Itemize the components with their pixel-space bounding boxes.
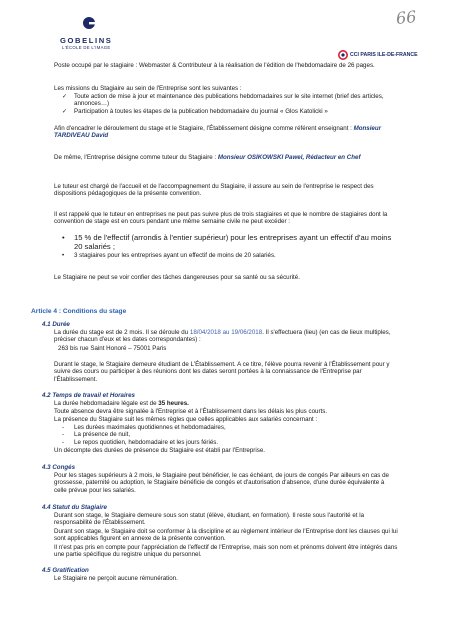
gobelins-logo-icon (82, 16, 96, 30)
section-4-2-hours: La durée hebdomadaire légale est de 35 heures. (54, 400, 189, 407)
missions-intro: Les missions du Stagiaire au sein de l'Entreprise sont les suivantes : (54, 85, 242, 92)
list-item: - Le repos quotidien, hebdomadaire et les jours fériés. (62, 438, 219, 446)
section-4-3-text: Pour les stages supérieurs à 2 mois, le Stagiaire peut bénéficier, le cas échéant, de jours de congés Par ailleurs en cas de grossesse, paternité ou adoption, le Stagiaire bénéficie de congés et d'autorisation d'absence, d'une durée équivalente à celle prévue pour les salariés. (54, 472, 390, 494)
rules-list (62, 424, 398, 446)
article-title: Article 4 : Conditions du stage (31, 308, 127, 315)
section-4-1-student-status: Durant le stage, le Stagiaire demeure étudiant de L'Établissement. A ce titre, l'élève pourra revenir à l'Établissement pour y suivre des cours ou participer à des réunions dont les dates seront portées à la connaissance de l'Entreprise par l'Établissement. (54, 361, 390, 383)
section-4-1-title: 4.1 Durée (42, 321, 70, 328)
section-4-5-title: 4.5 Gratification (42, 567, 89, 574)
section-4-4-registry: Il n'est pas pris en compte pour l'appréciation de l'effectif de l'Entreprise, mais son nom et prénoms doivent être intégrés dans une partie spécifique du registre unique du personnel. (54, 544, 398, 559)
tutor-name: Monsieur OSIKOWSKI Pawel, Rédacteur en Chef (217, 154, 361, 161)
section-4-5-text: Le Stagiaire ne perçoit aucune rémunération. (54, 575, 178, 582)
section-4-2-title: 4.2 Temps de travail et Horaires (42, 392, 135, 399)
section-4-4-title: 4.4 Statut du Stagiaire (42, 504, 107, 511)
section-4-4-discipline: Durant son stage, le Stagiaire doit se conformer à la discipline et au règlement intérieur de l'Entreprise dont les clauses qui lui sont applicables figurent en annexe de la présente convention. (54, 528, 398, 543)
cci-logo-text: CCI PARIS ILE-DE-FRANCE (350, 52, 418, 58)
section-4-2-rules: La présence du Stagiaire suit les mêmes règles que celles applicables aux salariés concernant : (54, 416, 318, 423)
referent-paragraph: Afin d'encadrer le déroulement du stage et le Stagiaire, l'Établissement désigne comme référent enseignant : Monsieur TARDIVEAU David (54, 125, 382, 140)
cci-logo (338, 50, 418, 60)
start-date: 18/04/2018 (189, 329, 221, 336)
list-item: • 15 % de l'effectif (arrondis à l'entier supérieur) pour les entreprises ayant un effectif d'au moins 20 salariés ; (62, 233, 392, 251)
weekly-hours: 35 heures. (158, 400, 189, 407)
address: 263 bis rue Saint Honoré – 75001 Paris (58, 345, 167, 352)
section-4-1-duration: La durée du stage est de 2 mois. Il se déroule du 18/04/2018 au 19/06/2018. Il s'effectuera (lieu) (en cas de lieux multiples, préciser chacun d'eux et les dates correspondantes) : (54, 329, 391, 344)
limit-paragraph: Il est rappelé que le tuteur en entreprises ne peut pas suivre plus de trois stagiaires et que le nombre de stagiaires dont la convention de stage est en cours pendant une même semaine civile ne peut excéder : (54, 211, 388, 226)
section-4-4-status: Durant son stage, le Stagiaire demeure sous son statut (élève, étudiant, en formation). Il reste sous l'autorité et la responsabilité de l'Établissement. (54, 512, 365, 527)
limits-list (62, 234, 398, 259)
section-4-2-absence: Toute absence devra être signalée à l'Entreprise et à l'Établissement dans les délais les plus courts. (54, 408, 328, 415)
referent-name: Monsieur TARDIVEAU David (54, 125, 382, 140)
gobelins-logo-name: GOBELINS (60, 36, 113, 45)
list-item: - Les durées maximales quotidiennes et hebdomadaires, (62, 424, 226, 431)
cci-logo-icon (338, 50, 348, 60)
tutor-paragraph: De même, l'Entreprise désigne comme tuteur du Stagiaire : Monsieur OSIKOWSKI Pawel, Rédacteur en Chef (54, 154, 361, 161)
safety-paragraph: Le Stagiaire ne peut se voir confier des tâches dangereuses pour sa santé ou sa sécurité. (54, 274, 300, 281)
list-item: ✓ Toute action de mise à jour et maintenance des publications hebdomadaires sur le site internet (brief des articles, annonces…) (62, 93, 384, 108)
gobelins-logo-sub: L'ÉCOLE DE L'IMAGE (62, 45, 111, 50)
list-item: - La présence de nuit, (62, 431, 131, 439)
end-date: 19/06/2018 (231, 329, 263, 336)
missions-list (62, 93, 398, 115)
list-item: ✓ Participation à toutes les étapes de la publication hebdomadaire du journal « Glos Katolicki » (62, 107, 328, 115)
position-paragraph: Poste occupé par le stagiaire : Webmaster & Contributeur à la réalisation de l'édition de l'hebdomadaire de 26 pages. (54, 62, 375, 69)
page-number: 66 (395, 6, 418, 29)
section-4-2-count: Un décompte des durées de présence du Stagiaire est établi par l'Entreprise. (54, 447, 265, 454)
list-item: • 3 stagiaires pour les entreprises ayant un effectif de moins de 20 salariés. (62, 251, 276, 259)
section-4-3-title: 4.3 Congés (42, 464, 76, 471)
tutor-role-paragraph: Le tuteur est chargé de l'accueil et de l'accompagnement du Stagiaire, il assure au sein de l'entreprise le respect des dispositions pédagogiques de la présente convention. (54, 183, 374, 198)
